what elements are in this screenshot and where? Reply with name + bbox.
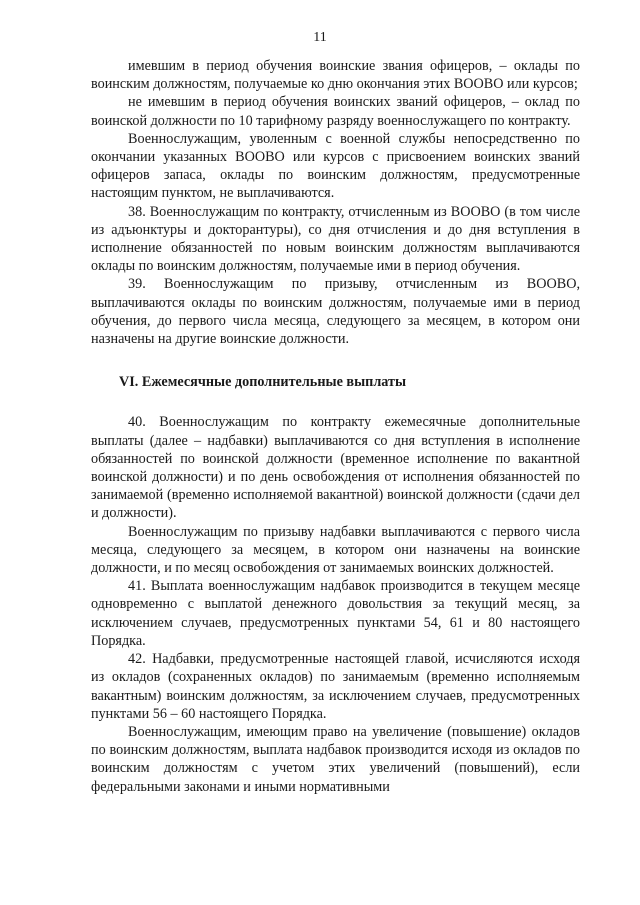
paragraph: 38. Военнослужащим по контракту, отчисленным из ВООВО (в том числе из адъюнктуры и докторантуры), со дня отчисления и до дня вступления в исполнение обязанностей по новым воинским должностям выплачиваются оклады по воинским должностям, получаемые ими в период обучения. [91, 203, 580, 275]
section-heading: VI. Ежемесячные дополнительные выплаты [119, 374, 407, 391]
paragraph: Военнослужащим, имеющим право на увеличение (повышение) окладов по воинским должностям, выплата надбавок производится исходя из окладов по воинским должностям с учетом этих увеличений (повышений), если федеральными законами и иными нормативными [91, 723, 580, 795]
paragraph: 39. Военнослужащим по призыву, отчисленным из ВООВО, выплачиваются оклады по воинским должностям, получаемые ими в период обучения, до первого числа месяца, следующего за месяцем, в котором они назначены на другие воинские должности. [91, 276, 580, 348]
paragraph: 41. Выплата военнослужащим надбавок производится в текущем месяце одновременно с выплатой денежного довольствия за текущий месяц, за исключением случаев, предусмотренных пунктами 54, 61 и 80 настоящего Порядка. [91, 578, 580, 649]
paragraph: 40. Военнослужащим по контракту ежемесячные дополнительные выплаты (далее – надбавки) выплачиваются со дня вступления в исполнение обязанностей по воинской должности (временное исполнение по вакантной воинской должности) и по день освобождения от исполнения обязанностей по занимаемой (временно исполняемой вакантной) воинской должности (сдачи дел и должности). [91, 414, 580, 522]
paragraph: Военнослужащим по призыву надбавки выплачиваются с первого числа месяца, следующего за месяцем, в котором они назначены на воинские должности, и по месяц освобождения от занимаемых воинских должностей. [91, 523, 580, 577]
paragraph: имевшим в период обучения воинские звания офицеров, – оклады по воинским должностям, получаемые ко дню окончания этих ВООВО или курсов; [91, 58, 580, 93]
document-body [91, 57, 580, 796]
paragraph: не имевшим в период обучения воинских званий офицеров, – оклад по воинской должности по 10 тарифному разряду военнослужащего по контракту. [91, 94, 580, 129]
paragraph: Военнослужащим, уволенным с военной службы непосредственно по окончании указанных ВООВО или курсов с присвоением воинских званий офицеров запаса, оклады по воинским должностям, предусмотренные настоящим пунктом, не выплачиваются. [91, 130, 580, 202]
paragraph: 42. Надбавки, предусмотренные настоящей главой, исчисляются исходя из окладов (сохраненных окладов) по занимаемым (временно исполняемым вакантным) воинским должностям, за исключением случаев, предусмотренных пунктами 56 – 60 настоящего Порядка. [91, 651, 580, 722]
page-number: 11 [313, 30, 327, 45]
